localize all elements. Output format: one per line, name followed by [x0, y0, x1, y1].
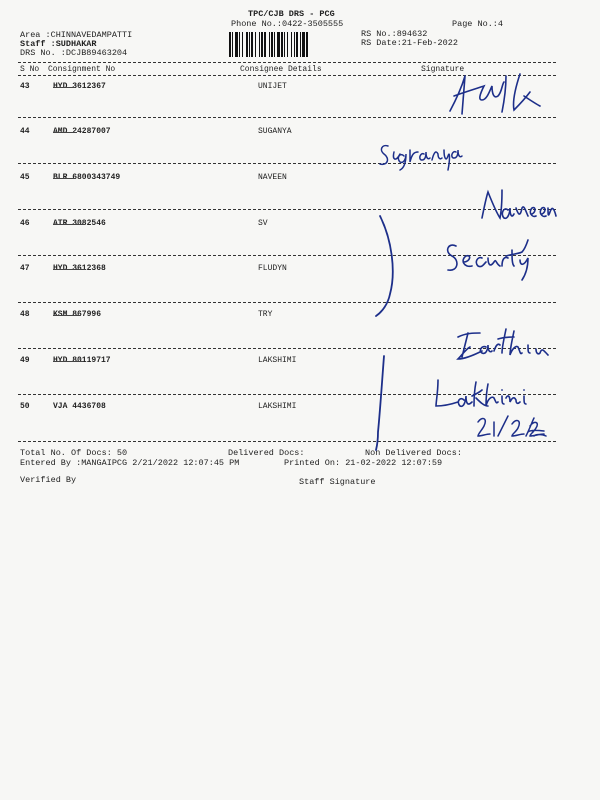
- handwritten-line-icon: [366, 352, 392, 452]
- row-sno: 50: [20, 402, 30, 411]
- row-consignee: LAKSHIMI: [258, 356, 297, 365]
- row-consignee: SV: [258, 219, 268, 228]
- printed-on: Printed On: 21-02-2022 12:07:59: [284, 458, 443, 468]
- strike-mark: [53, 361, 83, 362]
- row-divider: [18, 302, 556, 303]
- handwritten-signature-icon: [442, 232, 534, 282]
- verified-by-label: Verified By: [20, 475, 77, 485]
- rs-number: RS No.:894632: [361, 29, 428, 39]
- handwritten-signature-icon: [376, 136, 466, 172]
- row-consignment: AMD 24287007: [53, 127, 111, 136]
- row-consignment: HYD 3612367: [53, 82, 106, 91]
- staff-signature-label: Staff Signature: [299, 477, 376, 487]
- handwritten-date-icon: [474, 412, 550, 442]
- header-top-divider: [18, 62, 556, 63]
- row-consignment: HYD 3612368: [53, 264, 106, 273]
- row-sno: 47: [20, 264, 30, 273]
- row-consignment: HYD 80119717: [53, 356, 111, 365]
- phone-number: Phone No.:0422-3505555: [231, 19, 344, 29]
- area-label: Area :CHINNAVEDAMPATTI: [20, 30, 133, 40]
- handwritten-bracket-icon: [370, 212, 410, 318]
- row-divider: [18, 163, 556, 164]
- row-sno: 45: [20, 173, 30, 182]
- row-consignee: UNIJET: [258, 82, 287, 91]
- col-header-signature: Signature: [421, 65, 465, 74]
- col-header-consignment: Consignment No: [48, 65, 116, 74]
- row-consignment: VJA 4436708: [53, 402, 106, 411]
- col-header-sno: S No: [20, 65, 40, 74]
- delivered-docs: Delivered Docs:: [228, 448, 305, 458]
- rs-date: RS Date:21-Feb-2022: [361, 38, 458, 48]
- strike-mark: [53, 178, 75, 179]
- col-header-consignee: Consignee Details: [240, 65, 322, 74]
- total-docs: Total No. Of Docs: 50: [20, 448, 128, 458]
- entered-by: Entered By :MANGAIPCG 2/21/2022 12:07:45 PM: [20, 458, 240, 468]
- row-consignment: BLR 6800343749: [53, 173, 121, 182]
- row-sno: 49: [20, 356, 30, 365]
- row-consignment: KSM 867996: [53, 310, 102, 319]
- row-consignee: LAKSHIMI: [258, 402, 297, 411]
- non-delivered-docs: Non Delivered Docs:: [365, 448, 462, 458]
- row-consignee: NAVEEN: [258, 173, 287, 182]
- strike-mark: [53, 315, 81, 316]
- handwritten-signature-icon: [440, 66, 550, 121]
- row-consignment: ATR 3082546: [53, 219, 106, 228]
- handwritten-signature-icon: [452, 325, 554, 363]
- row-consignee: TRY: [258, 310, 273, 319]
- strike-mark: [53, 132, 77, 133]
- row-sno: 46: [20, 219, 30, 228]
- barcode-graphic: [229, 32, 356, 57]
- handwritten-signature-icon: [478, 186, 558, 226]
- handwritten-signature-icon: [430, 374, 534, 414]
- staff-label: Staff :SUDHAKAR: [20, 39, 97, 49]
- row-sno: 43: [20, 82, 30, 91]
- row-divider: [18, 209, 556, 210]
- drs-number: DRS No. :DCJB89463204: [20, 48, 128, 58]
- strike-mark: [53, 87, 75, 88]
- row-consignee: SUGANYA: [258, 127, 292, 136]
- document-title: TPC/CJB DRS - PCG: [248, 9, 335, 19]
- strike-mark: [53, 269, 85, 270]
- row-sno: 44: [20, 127, 30, 136]
- strike-mark: [53, 224, 85, 225]
- row-sno: 48: [20, 310, 30, 319]
- page-number: Page No.:4: [452, 19, 504, 29]
- row-consignee: FLUDYN: [258, 264, 287, 273]
